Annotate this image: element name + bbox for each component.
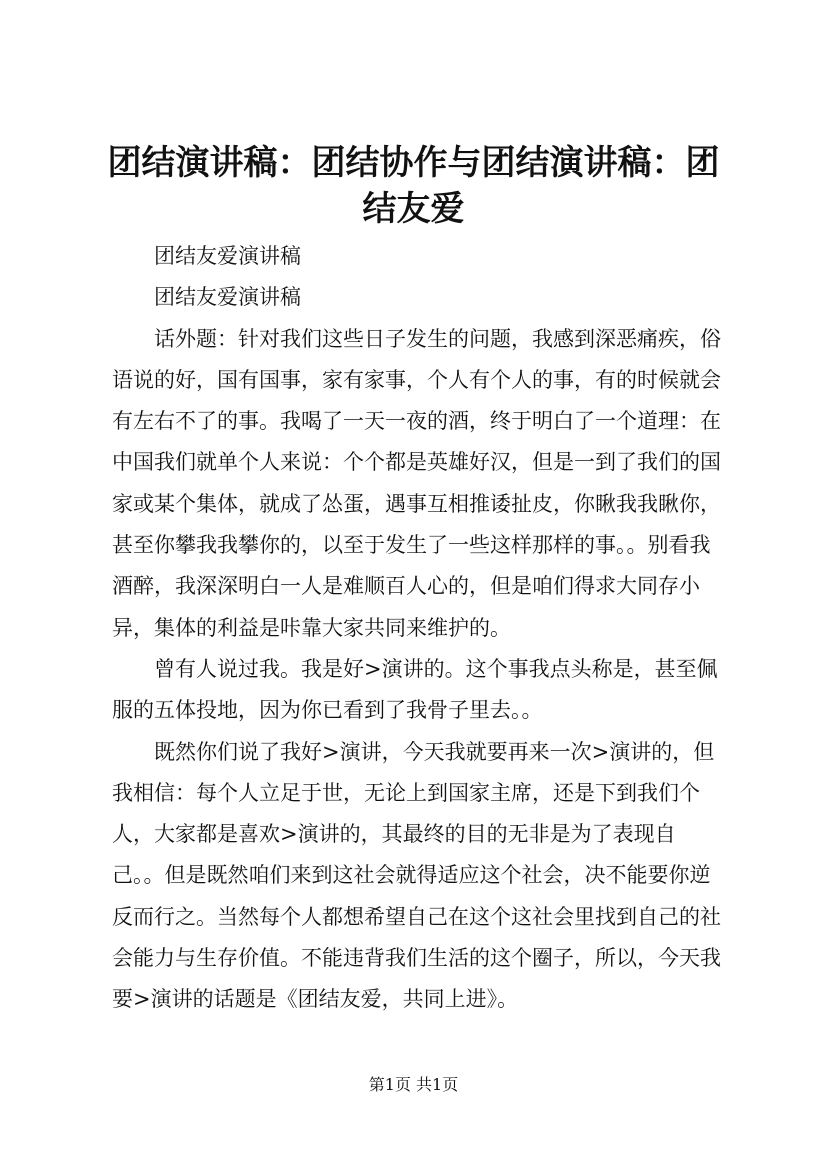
paragraph-2: 曾有人说过我。我是好>演讲的。这个事我点头称是，甚至佩服的五体投地，因为你已看到了我骨子里去。。	[112, 656, 718, 723]
document-title: 团结演讲稿：团结协作与团结演讲稿：团结友爱	[107, 143, 720, 229]
paragraph-1: 话外题：针对我们这些日子发生的问题，我感到深恶痛疾，俗语说的好，国有国事，家有家事，个人有个人的事，有的时候就会有左右不了的事。我喝了一天一夜的酒，终于明白了一个道理：在中国我们就单个人来说：个个都是英雄好汉，但是一到了我们的国家或某个集体，就成了怂蛋，遇事互相推诿扯皮，你瞅我我瞅你，甚至你攀我我攀你的，以至于发生了一些这样那样的事。。别看我酒醉，我深深明白一人是难顺百人心的，但是咱们得求大同存小异，集体的利益是咔靠大家共同来维护的。	[112, 326, 721, 640]
page-number-footer: 第1页 共1页	[368, 1075, 459, 1094]
document-body	[112, 236, 724, 1021]
paragraph-subtitle-2: 团结友爱演讲稿	[154, 285, 301, 310]
paragraph-3: 既然你们说了我好>演讲，今天我就要再来一次>演讲的，但我相信：每个人立足于世，无论上到国家主席，还是下到我们个人，大家都是喜欢>演讲的，其最终的目的无非是为了表现自己。。但是既然咱们来到这社会就得适应这个社会，决不能要你逆反而行之。当然每个人都想希望自己在这个这社会里找到自己的社会能力与生存价值。不能违背我们生活的这个圈子，所以，今天我要>演讲的话题是《团结友爱，共同上进》。	[112, 739, 721, 1012]
paragraph-subtitle-1: 团结友爱演讲稿	[154, 244, 301, 268]
